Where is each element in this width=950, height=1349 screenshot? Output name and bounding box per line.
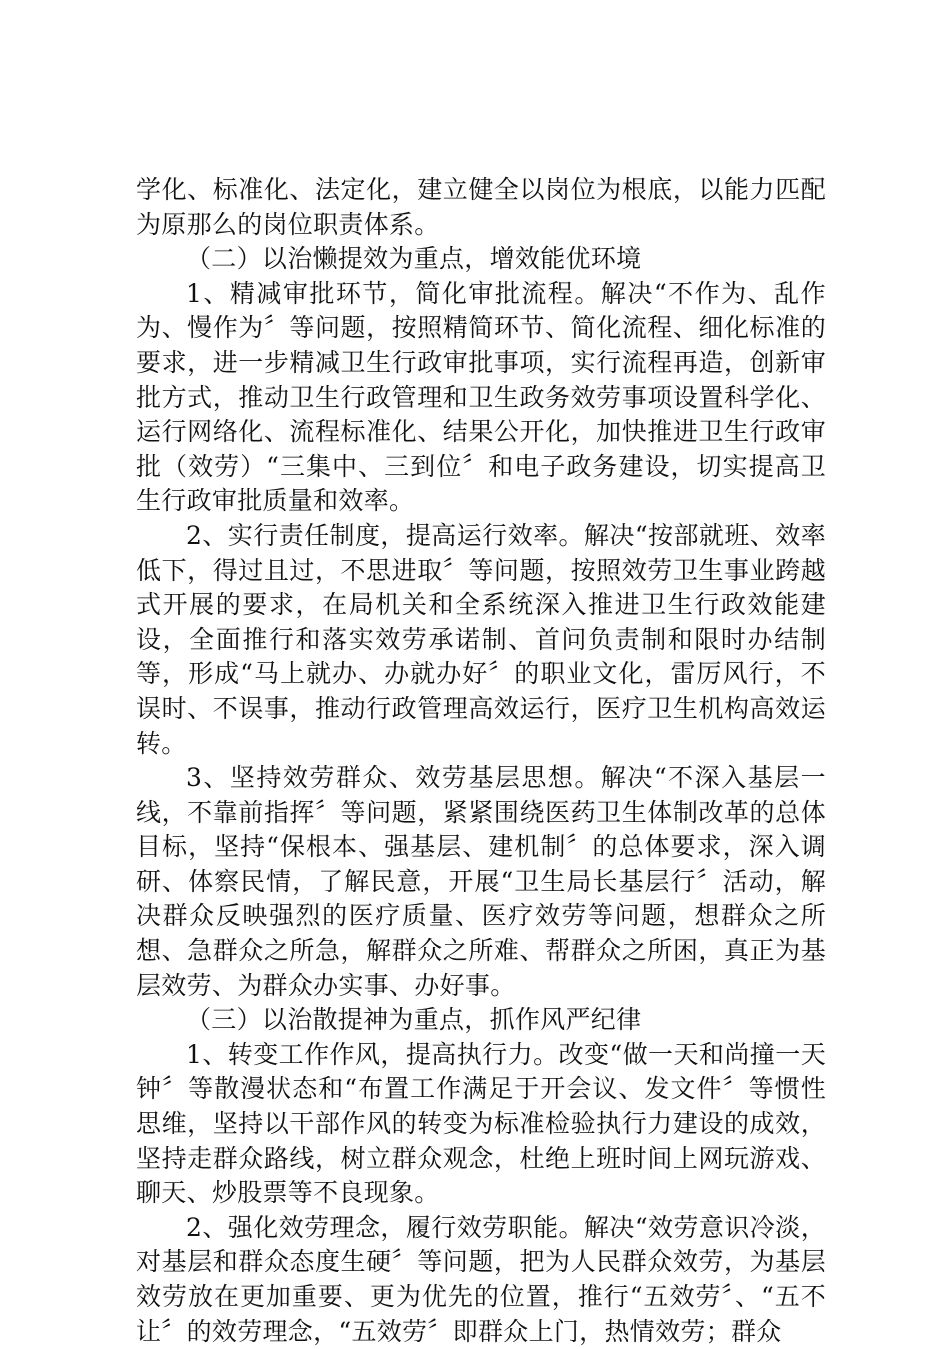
section-heading-2: （二）以治懒提效为重点，增效能优环境 bbox=[186, 244, 642, 274]
paragraph-item-3-2: 2、强化效劳理念，履行效劳职能。解决“效劳意识冷淡，对基层和群众态度生硬〞等问题，把为人民群众效劳，为基层效劳放在更加重要、更为优先的位置，推行“五效劳〞、“五不让〞的效劳理念，“五效劳〞即群众上门，热情效劳；群众 bbox=[136, 1212, 826, 1346]
document-body bbox=[136, 173, 826, 1349]
paragraph-item-3-1: 1、转变工作作风，提高执行力。改变“做一天和尚撞一天钟〞等散漫状态和“布置工作满足于开会议、发文件〞等惯性思维，坚持以干部作风的转变为标准检验执行力建设的成效，坚持走群众路线，树立群众观念，杜绝上班时间上网玩游戏、聊天、炒股票等不良现象。 bbox=[136, 1039, 826, 1208]
paragraph-continuation: 学化、标准化、法定化，建立健全以岗位为根底，以能力匹配为原那么的岗位职责体系。 bbox=[136, 175, 826, 239]
paragraph-item-2-3: 3、坚持效劳群众、效劳基层思想。解决“不深入基层一线，不靠前指挥〞等问题，紧紧围绕医药卫生体制改革的总体目标，坚持“保根本、强基层、建机制〞的总体要求，深入调研、体察民情，了解民意，开展“卫生局长基层行〞活动，解决群众反映强烈的医疗质量、医疗效劳等问题，想群众之所想、急群众之所急，解群众之所难、帮群众之所困，真正为基层效劳、为群众办实事、办好事。 bbox=[136, 763, 826, 1000]
paragraph-item-2-2: 2、实行责任制度，提高运行效率。解决“按部就班、效率低下，得过且过，不思进取〞等问题，按照效劳卫生事业跨越式开展的要求，在局机关和全系统深入推进卫生行政效能建设，全面推行和落实效劳承诺制、首问负责制和限时办结制等，形成“马上就办、办就办好〞的职业文化，雷厉风行，不误时、不误事，推动行政管理高效运行，医疗卫生机构高效运转。 bbox=[136, 520, 826, 758]
paragraph-item-2-1: 1、精减审批环节，简化审批流程。解决“不作为、乱作为、慢作为〞等问题，按照精简环节、简化流程、细化标准的要求，进一步精减卫生行政审批事项，实行流程再造，创新审批方式，推动卫生行政管理和卫生政务效劳事项设置科学化、运行网络化、流程标准化、结果公开化，加快推进卫生行政审批（效劳）“三集中、三到位〞和电子政务建设，切实提高卫生行政审批质量和效率。 bbox=[136, 278, 826, 516]
section-heading-3: （三）以治散提神为重点，抓作风严纪律 bbox=[186, 1005, 642, 1035]
